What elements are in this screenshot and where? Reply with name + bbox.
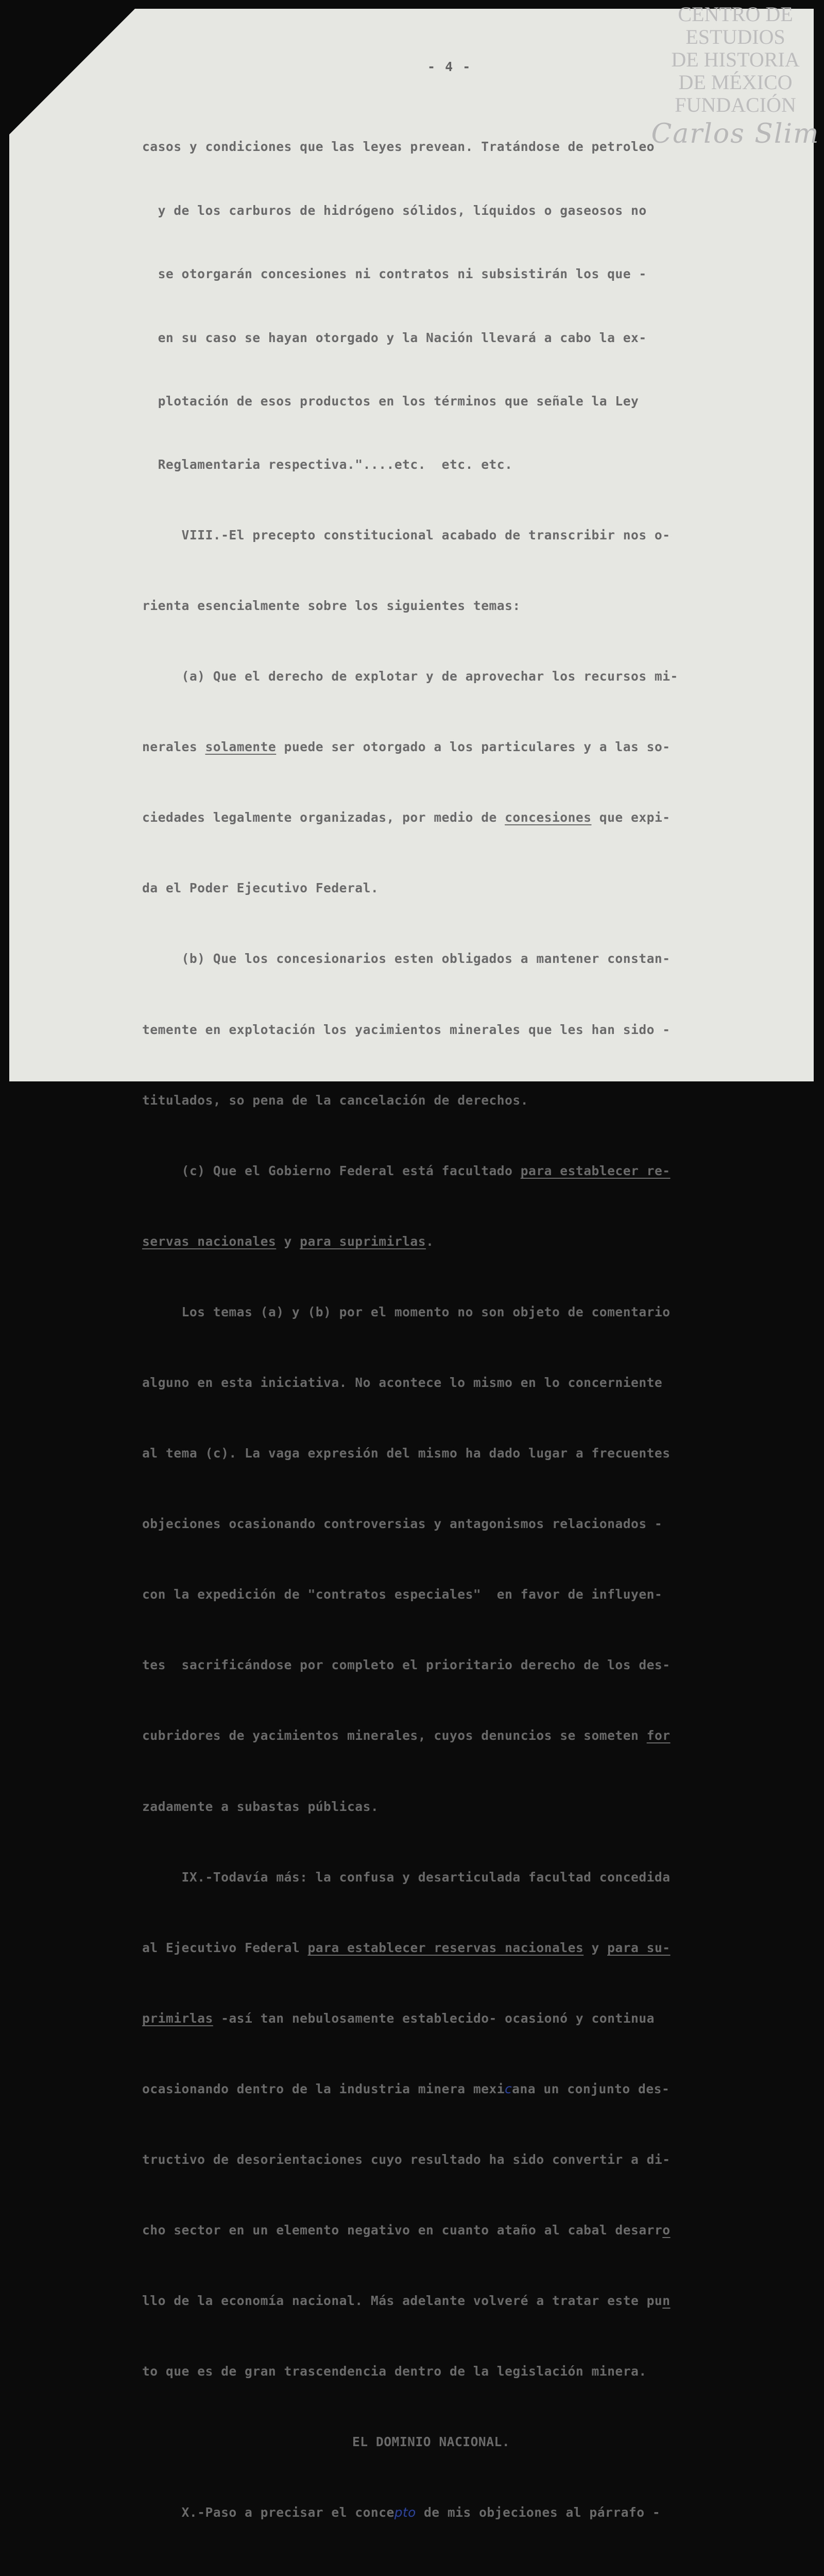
text-line bbox=[142, 2289, 792, 2313]
text-line: rienta esencialmente sobre los siguientes temas: bbox=[142, 598, 521, 613]
text-line: al tema (c). La vaga expresión del mismo ha dado lugar a frecuentes bbox=[142, 1446, 671, 1461]
text-line: temente en explotación los yacimientos minerales que les han sido - bbox=[142, 1022, 671, 1037]
underlined-text: para establecer reservas nacionales bbox=[307, 1940, 584, 1955]
section-heading bbox=[142, 2430, 792, 2454]
text-line: to que es de gran trascendencia dentro de la legislación minera. bbox=[142, 2364, 647, 2379]
text-line: objeciones ocasionando controversias y antagonismos relacionados - bbox=[142, 1516, 663, 1532]
text-run: llo de la economía nacional. Más adelante volveré a tratar este pu bbox=[142, 2293, 663, 2309]
watermark-signature: Carlos Slim bbox=[651, 118, 820, 149]
watermark-line: DE HISTORIA bbox=[671, 48, 800, 71]
text-run: que expi- bbox=[591, 810, 671, 825]
text-line: VIII.-El precepto constitucional acabado de transcribir nos o- bbox=[142, 527, 671, 543]
text-run: de mis objeciones al párrafo - bbox=[416, 2505, 661, 2520]
text-line bbox=[142, 2077, 792, 2101]
text-line bbox=[142, 735, 792, 759]
text-line: se otorgarán concesiones ni contratos ni subsistirán los que - bbox=[142, 266, 647, 282]
text-line: casos y condiciones que las leyes prevean. Tratándose de petroleo bbox=[142, 139, 655, 155]
text-line: Los temas (a) y (b) por el momento no son objeto de comentario bbox=[142, 1304, 671, 1319]
text-line: zadamente a subastas públicas. bbox=[142, 1799, 379, 1814]
text-run: -así tan nebulosamente establecido- ocasionó y continua bbox=[213, 2010, 655, 2026]
text-run: . bbox=[426, 1233, 434, 1249]
underlined-text: servas nacionales bbox=[142, 1233, 277, 1249]
text-line: (b) Que los concesionarios esten obligados a mantener constan- bbox=[142, 951, 671, 967]
text-line bbox=[142, 2007, 792, 2030]
text-run: puede ser otorgado a los particulares y a las so- bbox=[276, 739, 671, 755]
text-run: X.-Paso a precisar el conce bbox=[142, 2505, 394, 2520]
section-heading-text: EL DOMINIO NACIONAL. bbox=[352, 2434, 510, 2450]
text-line: da el Poder Ejecutivo Federal. bbox=[142, 880, 379, 896]
underlined-text: para establecer re- bbox=[520, 1163, 671, 1178]
text-line bbox=[142, 1724, 792, 1748]
watermark-line: DE MÉXICO bbox=[678, 71, 793, 94]
text-run: nerales bbox=[142, 739, 205, 755]
text-run: ciedades legalmente organizadas, por medio de bbox=[142, 810, 505, 825]
text-line bbox=[142, 1159, 792, 1183]
underlined-text: o bbox=[662, 2223, 671, 2238]
text-line bbox=[142, 2501, 792, 2524]
underlined-text: concesiones bbox=[505, 810, 592, 825]
text-line bbox=[142, 1230, 792, 1253]
text-run: cho sector en un elemento negativo en cuanto ataño al cabal desarr bbox=[142, 2223, 663, 2238]
text-run: y bbox=[583, 1940, 608, 1955]
underlined-text: para su- bbox=[607, 1940, 671, 1955]
underlined-text: n bbox=[662, 2293, 671, 2309]
text-run: y bbox=[276, 1233, 300, 1249]
handwritten-correction: c bbox=[505, 2081, 512, 2096]
text-line: (a) Que el derecho de explotar y de aprovechar los recursos mi- bbox=[142, 669, 678, 684]
underlined-text: para suprimirlas bbox=[300, 1233, 426, 1249]
text-line: tructivo de desorientaciones cuyo resultado ha sido convertir a di- bbox=[142, 2152, 671, 2167]
underlined-text: primirlas bbox=[142, 2010, 213, 2026]
text-line: en su caso se hayan otorgado y la Nación llevará a cabo la ex- bbox=[142, 330, 647, 345]
text-run: al Ejecutivo Federal bbox=[142, 1940, 308, 1955]
text-run: ocasionando dentro de la industria minera mexi bbox=[142, 2081, 505, 2096]
handwritten-correction: pto bbox=[394, 2505, 416, 2520]
text-line: y de los carburos de hidrógeno sólidos, líquidos o gaseosos no bbox=[142, 202, 647, 218]
text-line: con la expedición de "contratos especiales" en favor de influyen- bbox=[142, 1587, 663, 1602]
text-line bbox=[142, 806, 792, 829]
text-line bbox=[142, 1936, 792, 1960]
text-run: ana un conjunto des- bbox=[512, 2081, 670, 2096]
watermark-line: ESTUDIOS bbox=[685, 25, 785, 48]
text-run: cubridores de yacimientos minerales, cuyos denuncios se someten bbox=[142, 1728, 647, 1743]
text-line: IX.-Todavía más: la confusa y desarticulada facultad concedida bbox=[142, 1869, 671, 1885]
text-line: alguno en esta iniciativa. No acontece lo mismo en lo concerniente bbox=[142, 1375, 663, 1390]
underlined-text: for bbox=[646, 1728, 671, 1743]
text-line bbox=[142, 2572, 792, 2576]
page-number: - 4 - bbox=[427, 59, 472, 74]
text-run: (c) Que el Gobierno Federal está facultado bbox=[142, 1163, 521, 1178]
text-line bbox=[142, 2218, 792, 2242]
text-line: tes sacrificándose por completo el prioritario derecho de los des- bbox=[142, 1657, 671, 1673]
watermark-line: CENTRO DE bbox=[678, 3, 793, 26]
text-line: Reglamentaria respectiva."....etc. etc. etc. bbox=[142, 457, 513, 472]
underlined-text: solamente bbox=[205, 739, 277, 755]
document-body bbox=[142, 92, 792, 2576]
text-line: plotación de esos productos en los términos que señale la Ley bbox=[142, 394, 639, 409]
watermark-line: FUNDACIÓN bbox=[675, 93, 796, 116]
text-line: titulados, so pena de la cancelación de derechos. bbox=[142, 1092, 529, 1108]
